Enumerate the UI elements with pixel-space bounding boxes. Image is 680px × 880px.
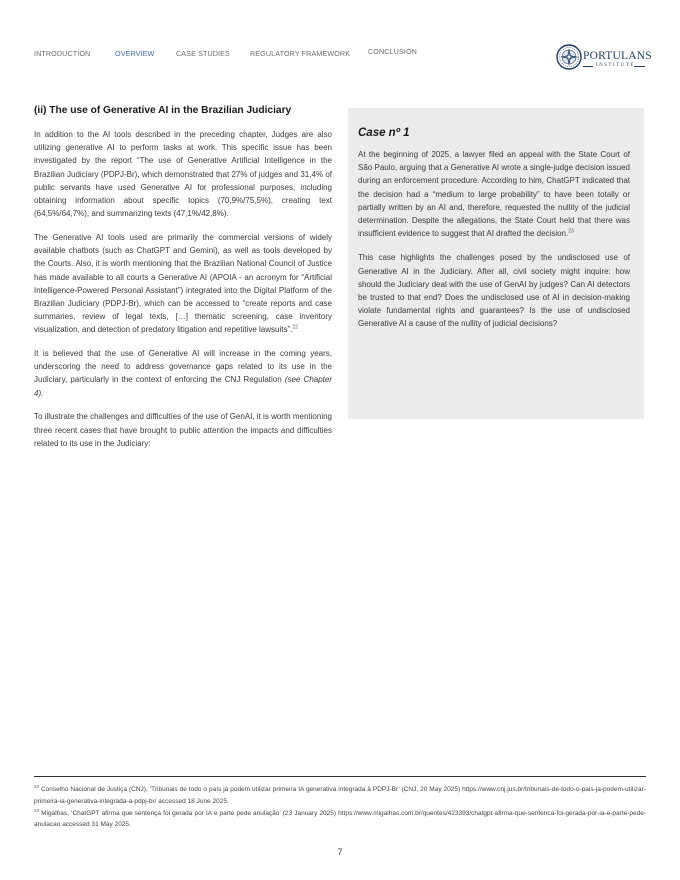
footnote-ref-23[interactable]: 23	[568, 228, 574, 235]
nav-item-regulatory-framework[interactable]: REGULATORY FRAMEWORK	[250, 49, 351, 58]
paragraph-1: In addition to the AI tools described in the preceding chapter, Judges are also utilizing generative AI to perform tasks at work. This specific issue has been investigated by the report “The use of Generative Artificial Intelligence in the Brazilian Judiciary (PDPJ-Br), which demonstrated that 27% of judges and 31,4% of public servants have used Generative AI for professional purposes, including obtaining information about specific topics (70,9%/75,5%), creating text (64,5%/64,7%), and summarizing texts (47,1%/42,8%).	[34, 130, 332, 219]
case-paragraph-1-text: At the beginning of 2025, a lawyer filed an appeal with the State Court of São Paulo, arguing that a Generative AI wrote a single-judge decision issued during an enforcement procedure. According to him, ChatGPT indicated that the decision had a “medium to large probability” to have been totally or partially written by an AI and, therefore, requested the nullity of the judicial determination. Despite the allegations, the State Court held that there was insufficient evidence to suggest that AI drafted the decision.	[358, 150, 630, 239]
nav-item-introduction[interactable]: INTRODUCTION	[34, 49, 91, 58]
section-title: (ii) The use of Generative AI in the Brazilian Judiciary	[34, 105, 292, 116]
paragraph-3	[34, 347, 332, 400]
nav-item-overview[interactable]: OVERVIEW	[115, 49, 155, 58]
logo-subtitle: INSTITUTE	[596, 63, 635, 68]
footnote-22	[34, 784, 646, 807]
footnote-ref-22[interactable]: 22	[292, 324, 298, 331]
chapter-reference: (see Chapter 4).	[34, 375, 332, 398]
case-title: Case nº 1	[358, 127, 410, 139]
case-paragraph-1	[358, 148, 630, 240]
footnotes	[34, 784, 646, 831]
logo-rule-right	[634, 66, 645, 67]
paragraph-2-text: The Generative AI tools used are primarily the commercial versions of widely available chatbots (such as ChatGPT and Gemini), as well as tools developed by the Courts. Also, it is worth mentioning that the Brazilian National Council of Justice has made available to all courts a Generative AI (APOIA - an acronym for “Artificial Intelligence-Powered Personal Assistant”) integrated into the Digital Platform of the Brazilian Judiciary (PDPJ-Br), which can be accessed to “create reports and case summaries, review of legal texts, […] thematic screening, case inventory visualization, and detection of predatory litigation and repetitive lawsuits”.	[34, 232, 332, 335]
page-number: 7	[337, 847, 343, 858]
nav-item-conclusion[interactable]: CONCLUSION	[368, 47, 417, 56]
paragraph-4: To illustrate the challenges and difficulties of the use of GenAI, it is worth mentioning three recent cases that have brought to public attention the impacts and difficulties related to its use in the Judiciary:	[34, 412, 332, 448]
footnote-23	[34, 808, 646, 831]
nav-item-case-studies[interactable]: CASE STUDIES	[176, 49, 230, 58]
case-paragraph-2: This case highlights the challenges posed by the undisclosed use of Generative AI in the Judiciary. After all, civil society might inquire: how should the Judiciary deal with the use of GenAI by judges? Can AI detectors be trusted to that end? Does the undisclosed use of AI in decision-making violate fundamental rights and guarantees? Is the use of undisclosed Generative AI a cause of the nullity of judicial decisions?	[358, 253, 630, 329]
case-box	[348, 108, 644, 419]
footnote-text: Conselho Nacional de Justiça (CNJ), ‘Tribunais de todo o país já podem utilizar primeira IA generativa integrada à PDPJ-Br’ (CNJ, 20 May 2025) https://www.cnj.jus.br/tribunais-de-todo-o-pais-ja-podem-utilizar-primeira-ia-generativa-integrada-a-pdpj-br/ accessed 18 June 2025.	[34, 786, 646, 805]
paragraph-3-text: It is believed that the use of Generative AI will increase in the coming years, underscoring the need to address governance gaps related to its use in the Judiciary, particularly in the context of enforcing the CNJ Regulation	[34, 349, 332, 385]
logo-wordmark: PORTULANS	[583, 50, 652, 62]
portulans-logo	[556, 44, 652, 76]
footnote-divider	[34, 776, 646, 777]
footnote-number: 23	[34, 807, 40, 813]
main-text-column	[34, 104, 332, 460]
paragraph-2	[34, 231, 332, 337]
logo-rule-left	[583, 66, 593, 67]
footnote-text: Migalhas, ‘ChatGPT afirma que sentença foi gerada por IA e parte pede anulação’ (23 January 2025) https://www.migalhas.com.br/quentes/423393/chatgpt-afirma-que-sentenca-foi-gerada-por-ia-e-parte-pede-anulacao accessed 31 May 2025.	[34, 809, 646, 828]
compass-rose-icon	[556, 44, 582, 70]
footnote-number: 22	[34, 783, 40, 789]
